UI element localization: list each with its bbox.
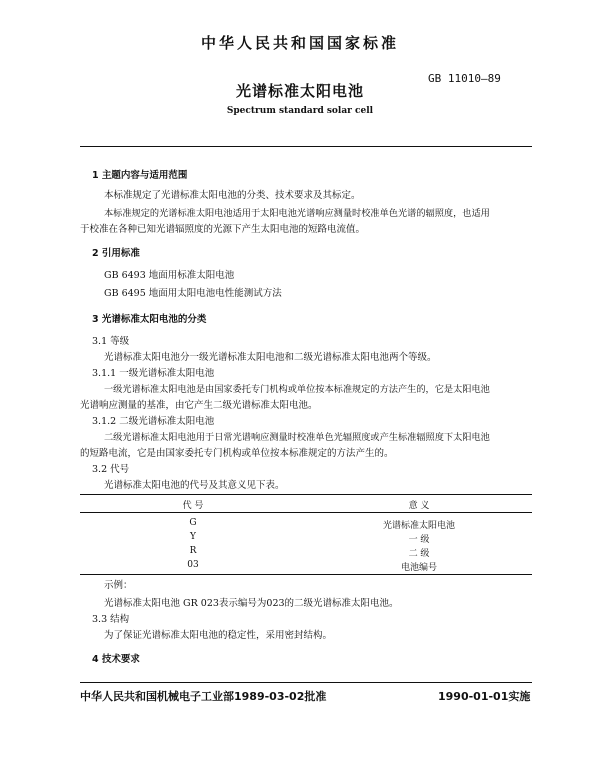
footer-rule [80, 682, 532, 683]
clause-3-3-text: 为了保证光谱标准太阳电池的稳定性，采用密封结构。 [104, 630, 333, 641]
table-header-meaning: 意 义 [408, 501, 430, 511]
clause-3-1-2-heading: 3.1.2 二级光谱标准太阳电池 [92, 416, 215, 427]
clause-3-3-heading: 3.3 结构 [92, 614, 130, 625]
clause-3-2-heading: 3.2 代号 [92, 464, 130, 475]
clause-3-1-1-heading: 3.1.1 一级光谱标准太阳电池 [92, 368, 215, 379]
table-cell-code: Y [190, 532, 196, 542]
table-cell-code: R [189, 546, 197, 556]
clause-3-1-1-text-cont: 光谱响应测量的基准，由它产生二级光谱标准太阳电池。 [80, 400, 318, 411]
clause-3-1-2-text: 二级光谱标准太阳电池用于日常光谱响应测量时校准单色光辐照度或产生标准辐照度下太阳电池 [104, 432, 490, 443]
section-1-paragraph-1: 本标准规定了光谱标准太阳电池的分类、技术要求及其标定。 [104, 190, 361, 201]
section-1-paragraph-2: 本标准规定的光谱标准太阳电池适用于太阳电池光谱响应测量时校准单色光谱的辐照度，也适用 [104, 208, 490, 219]
table-header-code: 代 号 [182, 501, 204, 511]
approval-line: 中华人民共和国机械电子工业部1989-03-02批准 [80, 690, 327, 703]
issuing-authority: 中华人民共和国国家标准 [200, 34, 399, 52]
section-1-paragraph-2-cont: 于校准在各种已知光谱辐照度的光源下产生太阳电池的短路电流值。 [80, 224, 366, 235]
example-label: 示例： [104, 580, 133, 591]
table-bottom-rule [80, 574, 532, 575]
reference-standard-2: GB 6495 地面用太阳电池电性能测试方法 [104, 288, 282, 299]
table-cell-code: G [189, 518, 197, 528]
section-1-heading: 1 主题内容与适用范围 [92, 170, 188, 181]
table-cell-meaning: 二 级 [408, 549, 430, 559]
table-top-rule [80, 494, 532, 495]
clause-3-2-text: 光谱标准太阳电池的代号及其意义见下表。 [104, 480, 285, 491]
table-cell-meaning: 电池编号 [400, 563, 437, 573]
clause-3-1-text: 光谱标准太阳电池分一级光谱标准太阳电池和二级光谱标准太阳电池两个等级。 [104, 352, 437, 363]
standard-number: GB 11010—89 [428, 72, 501, 85]
example-text: 光谱标准太阳电池 GR 023表示编号为023的二级光谱标准太阳电池。 [104, 598, 399, 609]
section-4-heading: 4 技术要求 [92, 654, 140, 665]
standard-title-english: Spectrum standard solar cell [226, 106, 374, 116]
effective-date: 1990-01-01实施 [438, 690, 531, 703]
clause-3-1-heading: 3.1 等级 [92, 336, 130, 347]
clause-3-1-2-text-cont: 的短路电流，它是由国家委托专门机构或单位按本标准规定的方法产生的。 [80, 448, 394, 459]
reference-standard-1: GB 6493 地面用标准太阳电池 [104, 270, 235, 281]
header-rule [80, 146, 532, 147]
table-cell-code: 03 [187, 560, 199, 570]
clause-3-1-1-text: 一级光谱标准太阳电池是由国家委托专门机构或单位按本标准规定的方法产生的，它是太阳电池 [104, 384, 490, 395]
section-2-heading: 2 引用标准 [92, 248, 140, 259]
table-cell-meaning: 光谱标准太阳电池 [382, 521, 455, 531]
standard-title: 光谱标准太阳电池 [235, 82, 364, 100]
section-3-heading: 3 光谱标准太阳电池的分类 [92, 314, 207, 325]
table-header-rule [80, 512, 532, 513]
table-cell-meaning: 一 级 [408, 535, 430, 545]
